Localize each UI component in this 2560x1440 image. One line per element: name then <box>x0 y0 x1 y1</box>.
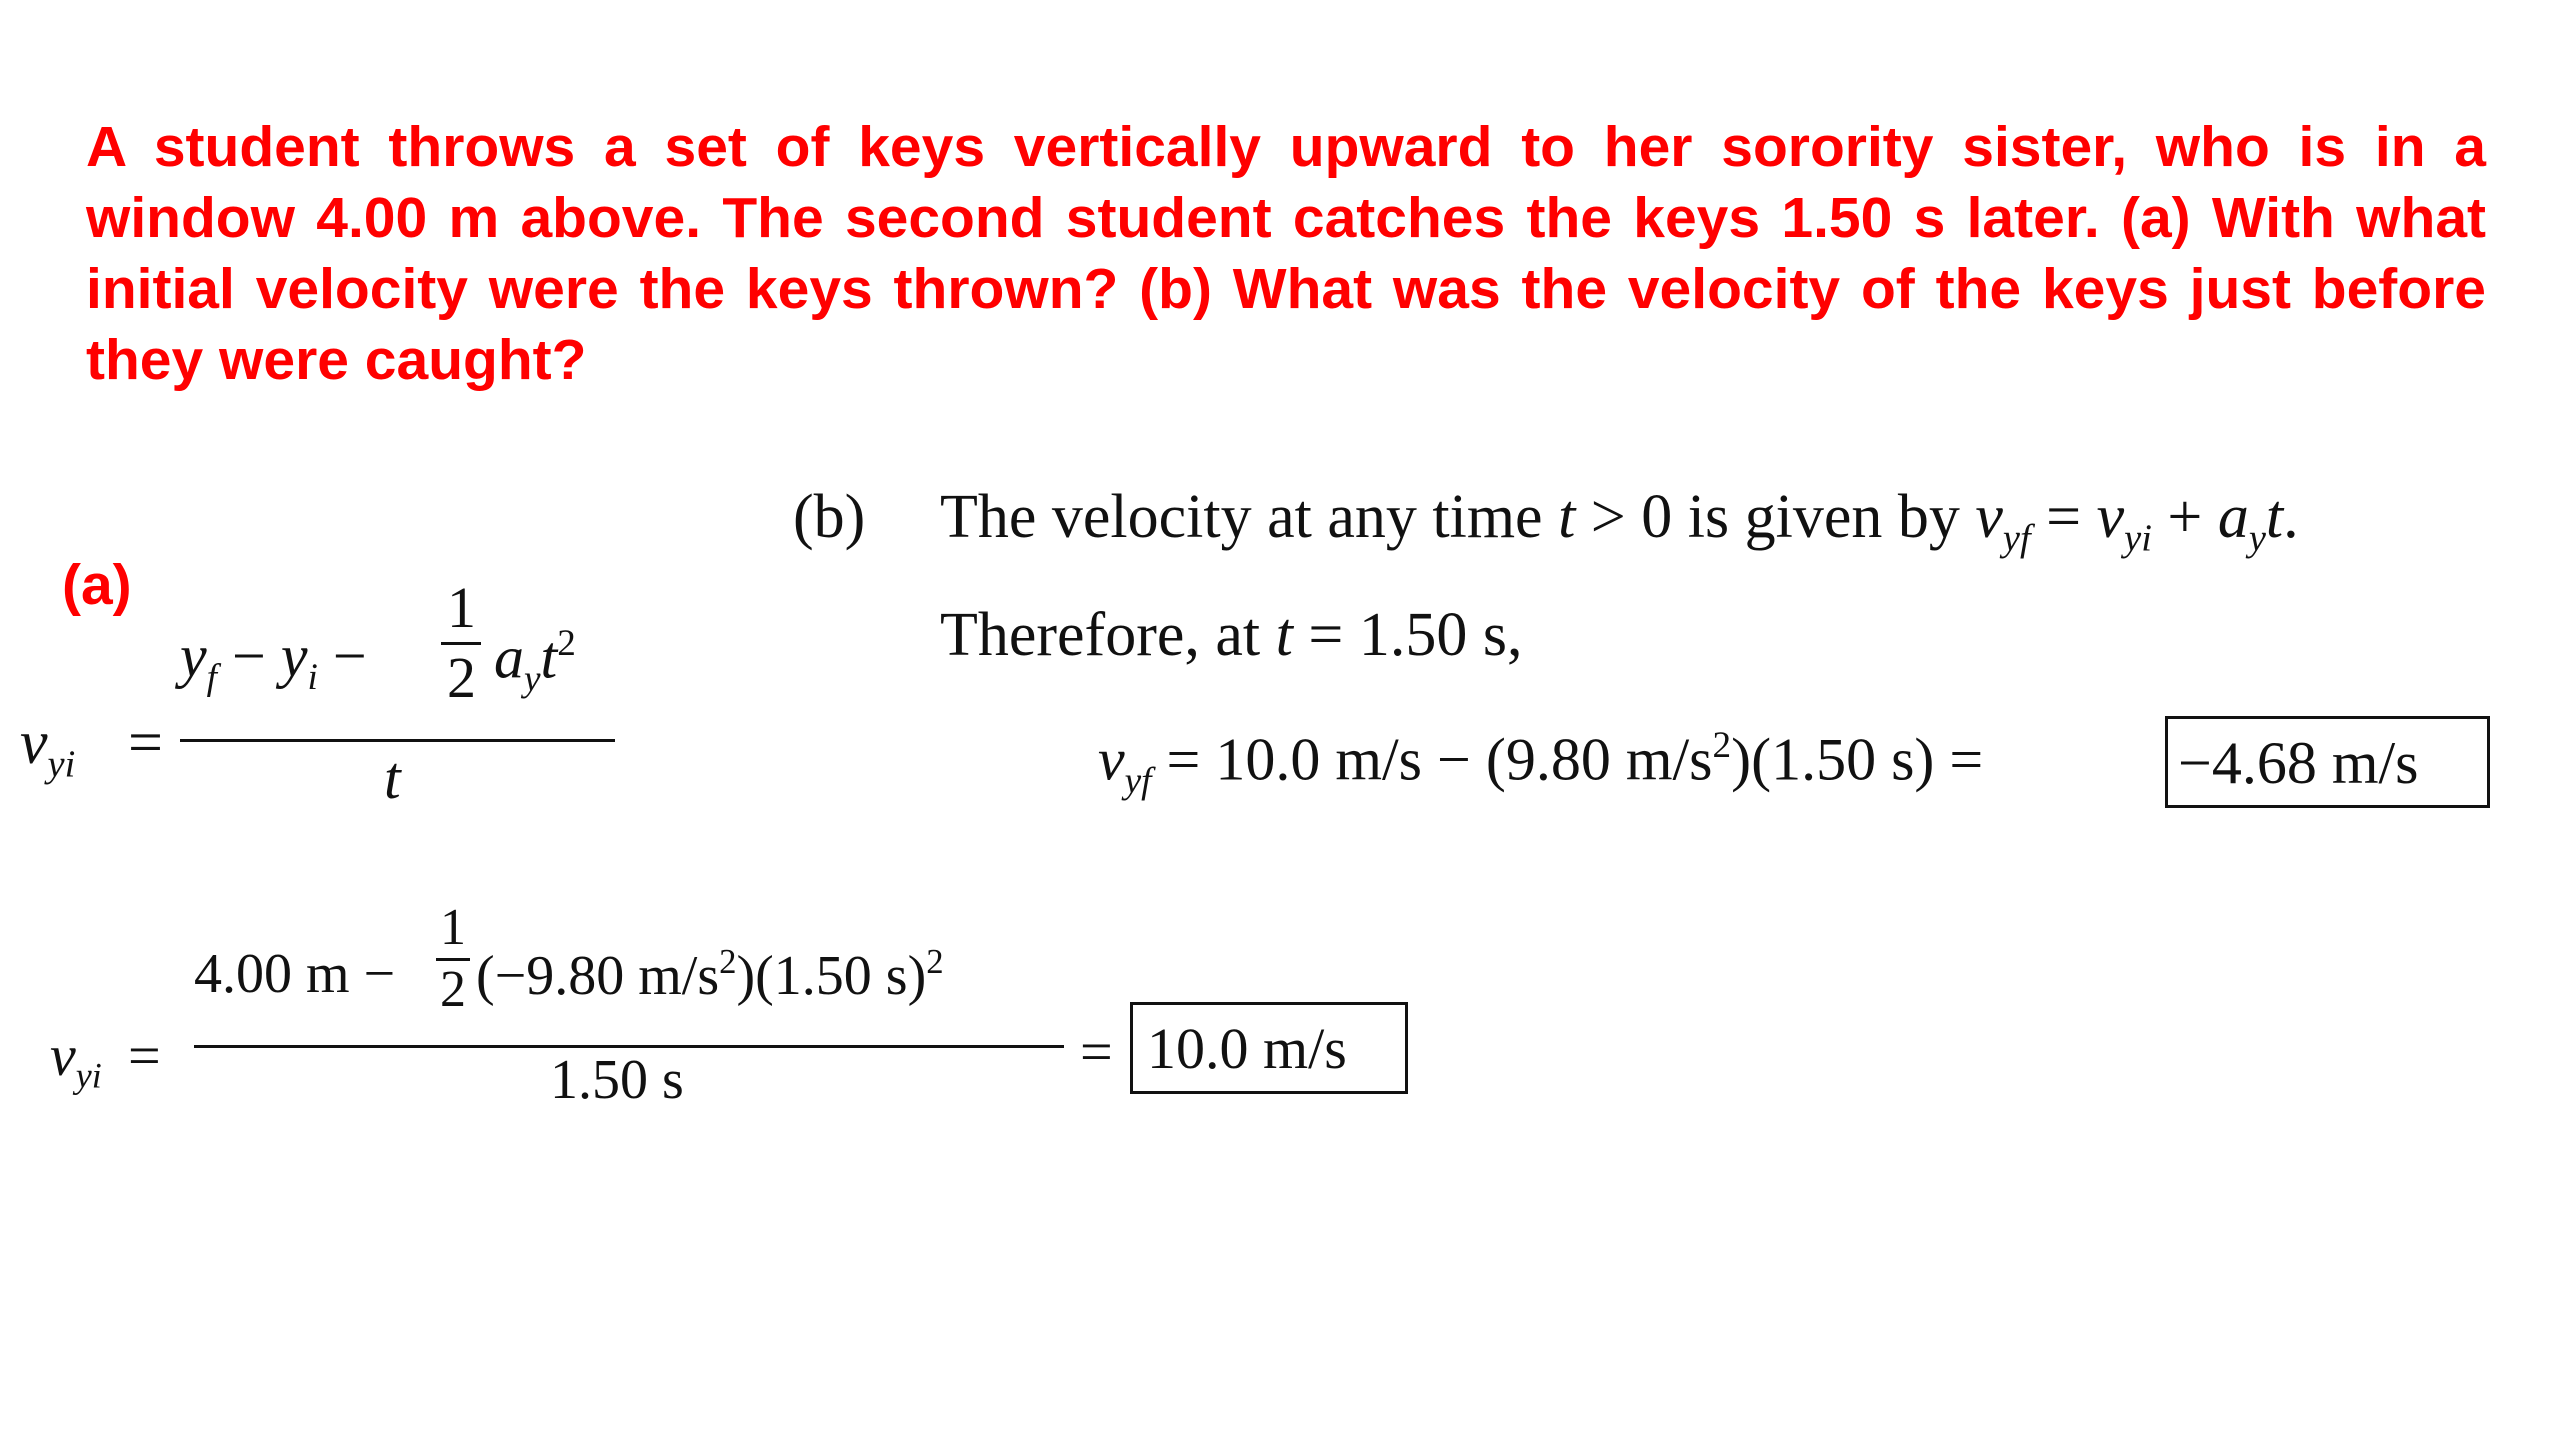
problem-statement: A student throws a set of keys vertically upward to her sorority sister, who is in a window 4.00 m above. The second student catches the keys 1.50 s later. (a) With what initial velocity were the keys thrown? (b) What was the velocity of the keys just before they were caught? <box>86 115 2486 392</box>
eq2-num-right: (−9.80 $m/s^2)(1.50$ s)$^2$ <box>476 942 944 1007</box>
answer-b-value: −4.68 m/s <box>2178 730 2419 796</box>
eq2-equals: = <box>128 1023 161 1088</box>
answer-a-box <box>1130 1002 1408 1094</box>
part-b-line2: Therefore, at t = 1.50 s, <box>940 601 1523 669</box>
eq2-num-left: 4.00 m − <box>194 943 396 1005</box>
eq1-denominator: t <box>384 745 401 811</box>
part-a-label: (a) <box>62 553 132 617</box>
eq1-lhs: $v_{yi}$ <box>20 709 76 786</box>
eq2-denominator: 1.50 s <box>550 1049 684 1111</box>
eq1-equals: = <box>128 709 163 777</box>
part-b-eq3: $v_{yf} = 10.0$ m/s − (9.80 $m/s^2)(1.50$ s) = <box>1098 725 1984 802</box>
eq2-half-den: 2 <box>440 961 466 1018</box>
eq1-numerator: $y_f - y_i$ − <box>180 623 367 699</box>
answer-b-box <box>2165 716 2490 808</box>
eq2-lhs: $v_{yi}$ <box>50 1023 102 1096</box>
eq2-half-num: 1 <box>440 899 466 956</box>
part-b-label: (b) <box>793 483 866 551</box>
answer-a-value: 10.0 m/s <box>1147 1016 1347 1081</box>
eq2-equals-result: = <box>1080 1019 1113 1084</box>
eq1-accel-term: $a_yt^2$ <box>494 623 576 700</box>
eq1-half-num: 1 <box>447 575 476 640</box>
part-b-line1: The velocity at any time t > 0 is given by $v_{yf} = v_{yi} + a_yt$. <box>940 483 2299 560</box>
eq1-half-den: 2 <box>447 645 476 710</box>
eq1-fraction-bar <box>180 739 615 742</box>
